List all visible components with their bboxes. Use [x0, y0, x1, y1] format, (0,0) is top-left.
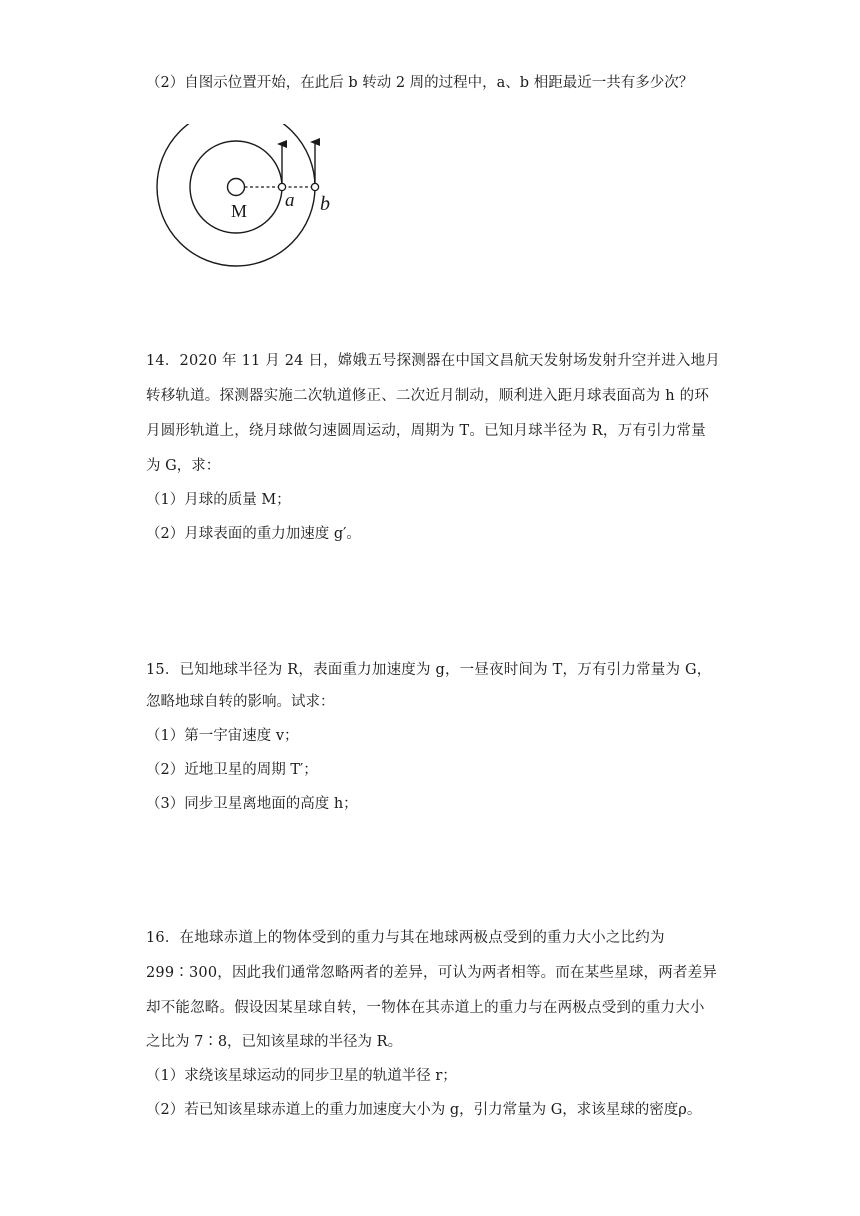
q16-part2: （2）若已知该星球赤道上的重力加速度大小为 g，引力常量为 G，求该星球的密度ρ。: [146, 1102, 702, 1118]
q14-line3: 月圆形轨道上，绕月球做匀速圆周运动，周期为 T。已知月球半径为 R，万有引力常量: [146, 423, 706, 439]
q14-line4: 为 G，求：: [146, 458, 221, 474]
q15-part3: （3）同步卫星离地面的高度 h；: [146, 796, 358, 812]
q15-line2: 忽略地球自转的影响。试求：: [146, 694, 335, 710]
q14-part2: （2）月球表面的重力加速度 g′。: [146, 526, 361, 542]
label-a: a: [285, 190, 295, 211]
q15-part2: （2）近地卫星的周期 T′；: [146, 762, 318, 778]
label-b: b: [320, 193, 330, 215]
q16-line3: 却不能忽略。假设因某星球自转，一物体在其赤道上的重力与在两极点受到的重力大小: [146, 1000, 705, 1016]
q16-line1: 16．在地球赤道上的物体受到的重力与其在地球两极点受到的重力大小之比约为: [146, 930, 665, 946]
orbit-figure: [156, 124, 342, 272]
planet-m: [228, 179, 245, 196]
satellite-b: [311, 183, 318, 190]
q14-part1: （1）月球的质量 M；: [146, 492, 291, 508]
label-m: M: [231, 201, 248, 221]
q15-part1: （1）第一宇宙速度 v；: [146, 728, 299, 744]
q14-line2: 转移轨道。探测器实施二次轨道修正、二次近月制动，顺利进入距月球表面高为 h 的环: [146, 388, 710, 404]
q14-line1: 14．2020 年 11 月 24 日，嫦娥五号探测器在中国文昌航天发射场发射升空并进入地月: [146, 353, 720, 369]
q16-part1: （1）求绕该星球运动的同步卫星的轨道半径 r；: [146, 1068, 457, 1084]
q16-line4: 之比为 7∶8，已知该星球的半径为 R。: [146, 1034, 403, 1050]
q13-part2: （2）自图示位置开始，在此后 b 转动 2 周的过程中，a、b 相距最近一共有多少次？: [146, 75, 694, 91]
q16-line2: 299∶300，因此我们通常忽略两者的差异，可认为两者相等。而在某些星球，两者差异: [146, 965, 718, 981]
q15-line1: 15．已知地球半径为 R，表面重力加速度为 g，一昼夜时间为 T，万有引力常量为 G，: [146, 662, 712, 678]
